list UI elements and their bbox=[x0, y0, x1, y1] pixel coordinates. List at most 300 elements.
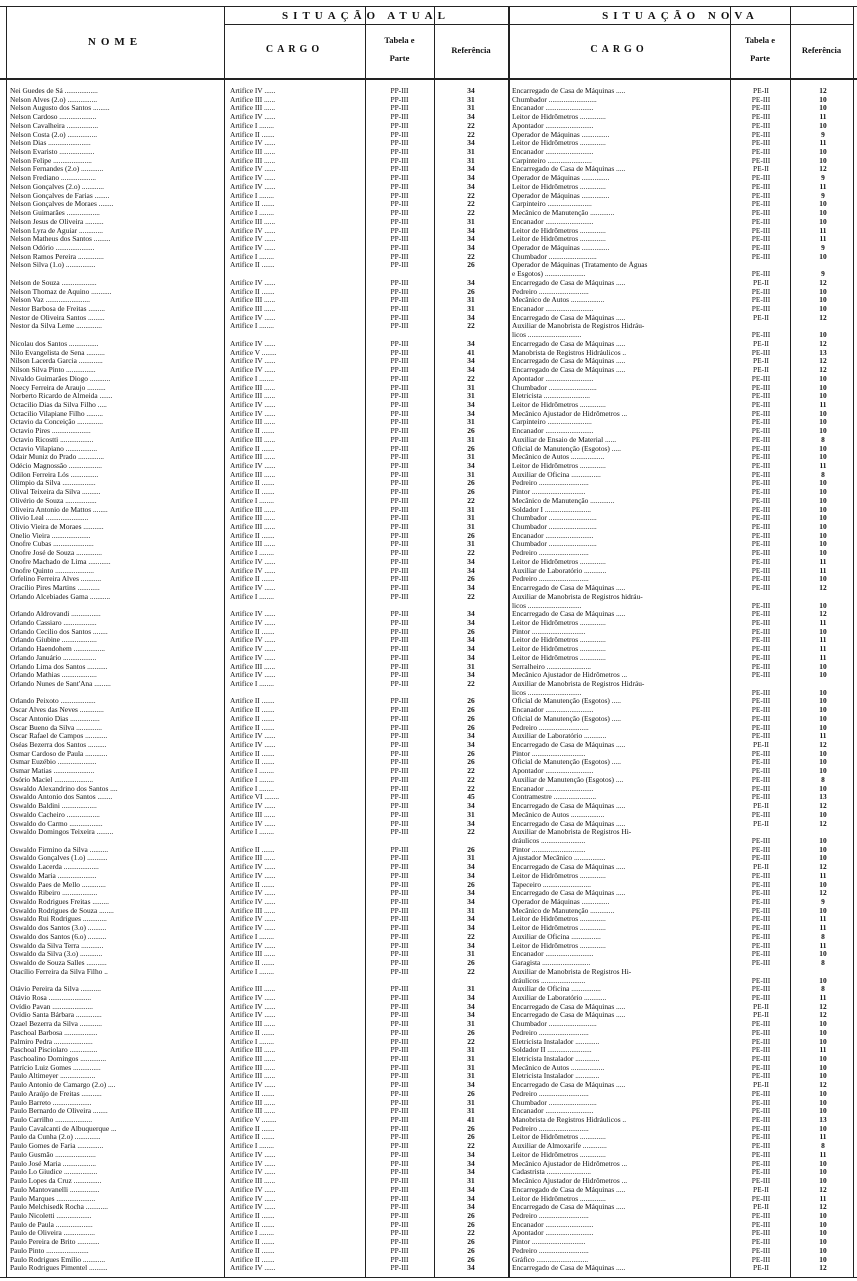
cell-cargo-novo: Pintor ............................. bbox=[512, 845, 586, 854]
cell-cargo-novo: Mecânico de Autos .................. bbox=[512, 453, 605, 462]
cell-nome: Oswaldo de Souza Salles ........... bbox=[10, 959, 107, 968]
cell-tabela-nova: PE-III bbox=[751, 1133, 771, 1142]
table-row bbox=[0, 820, 857, 828]
cell-cargo-atual: Artifice III ...... bbox=[230, 95, 276, 104]
cell-cargo-atual: Artifice I ........ bbox=[230, 549, 274, 558]
cell-cargo-atual: Artifice IV ...... bbox=[230, 819, 276, 828]
cell-tabela-nova: PE-III bbox=[751, 104, 771, 113]
cell-tabela-atual: PP-III bbox=[390, 802, 409, 811]
cell-cargo-atual: Artifice I ........ bbox=[230, 1229, 274, 1238]
cell-tabela-atual: PP-III bbox=[390, 932, 409, 941]
cell-referencia-nova: 11 bbox=[819, 732, 827, 741]
cell-tabela-atual: PP-III bbox=[390, 549, 409, 558]
cell-referencia-nova: 9 bbox=[821, 191, 825, 200]
cell-tabela-nova: PE-III bbox=[751, 435, 771, 444]
cell-referencia-nova: 10 bbox=[819, 479, 827, 488]
cell-nome: Oracílio Pires Martins ............ bbox=[10, 584, 100, 593]
cell-cargo-novo: Encarregado de Casa de Máquinas ..... bbox=[512, 278, 626, 287]
table-row bbox=[0, 488, 857, 496]
cell-referencia-atual: 26 bbox=[467, 479, 475, 488]
cell-cargo-atual: Artifice II ....... bbox=[230, 959, 275, 968]
cell-tabela-nova: PE-III bbox=[751, 1072, 771, 1081]
cell-referencia-atual: 22 bbox=[467, 374, 475, 383]
cell-tabela-nova: PE-III bbox=[751, 156, 771, 165]
cell-referencia-atual: 22 bbox=[467, 191, 475, 200]
cell-tabela-atual: PP-III bbox=[390, 732, 409, 741]
cell-tabela-atual: PP-III bbox=[390, 243, 409, 252]
cell-referencia-nova: 11 bbox=[819, 1150, 827, 1159]
cell-nome: Orlando Haendohem ................. bbox=[10, 645, 106, 654]
cell-tabela-atual: PP-III bbox=[390, 967, 409, 976]
cell-nome: Oswaldo do Carmo .................. bbox=[10, 819, 103, 828]
cell-referencia-atual: 34 bbox=[467, 802, 475, 811]
table-row bbox=[0, 340, 857, 348]
cell-nome: Octavio Pires ..................... bbox=[10, 427, 91, 436]
cell-tabela-nova: PE-III bbox=[751, 427, 771, 436]
cell-referencia-atual: 34 bbox=[467, 645, 475, 654]
cell-referencia-nova: 8 bbox=[821, 985, 825, 994]
cell-cargo-novo: Chumbador .......................... bbox=[512, 523, 597, 532]
cell-cargo-atual: Artifice III ...... bbox=[230, 435, 276, 444]
cell-cargo-novo: Encarregado de Casa de Máquinas ..... bbox=[512, 741, 626, 750]
cell-cargo-novo: Mecânico Ajustador de Hidrômetros ... bbox=[512, 671, 628, 680]
cell-tabela-atual: PP-III bbox=[390, 1177, 409, 1186]
cell-referencia-atual: 34 bbox=[467, 732, 475, 741]
cell-cargo-atual: Artifice IV ...... bbox=[230, 182, 276, 191]
cell-tabela-atual: PP-III bbox=[390, 366, 409, 375]
cell-referencia-atual: 31 bbox=[467, 854, 475, 863]
cell-nome: Oswaldo Baldini ................... bbox=[10, 802, 97, 811]
cell-referencia-atual: 34 bbox=[467, 174, 475, 183]
cell-cargo-atual: Artifice III ...... bbox=[230, 1020, 276, 1029]
cell-cargo-novo: Encanador .......................... bbox=[512, 706, 594, 715]
cell-tabela-nova: PE-III bbox=[751, 461, 771, 470]
cell-tabela-atual: PP-III bbox=[390, 226, 409, 235]
cell-referencia-nova: 10 bbox=[819, 767, 827, 776]
cell-cargo-novo: Auxiliar de Oficina ................ bbox=[512, 985, 601, 994]
cell-tabela-atual: PP-III bbox=[390, 496, 409, 505]
table-row bbox=[0, 1168, 857, 1176]
cell-nome: Paschoal Pisciolaro ............... bbox=[10, 1046, 98, 1055]
cell-tabela-nova: PE-III bbox=[751, 470, 771, 479]
cell-referencia-atual: 31 bbox=[467, 985, 475, 994]
cell-cargo-atual: Artifice II ....... bbox=[230, 200, 275, 209]
header-referencia-nova: Referência bbox=[801, 45, 842, 55]
cell-nome: Patrício Luiz Gomes ............... bbox=[10, 1063, 101, 1072]
cell-cargo-novo: Cadastrista ........................ bbox=[512, 1168, 592, 1177]
cell-cargo-atual: Artifice IV ...... bbox=[230, 1185, 276, 1194]
cell-tabela-atual: PP-III bbox=[390, 636, 409, 645]
cell-tabela-atual: PP-III bbox=[390, 697, 409, 706]
cell-cargo-atual: Artifice IV ...... bbox=[230, 889, 276, 898]
cell-tabela-atual: PP-III bbox=[390, 1168, 409, 1177]
cell-cargo-atual: Artifice IV ...... bbox=[230, 366, 276, 375]
cell-referencia-nova: 10 bbox=[819, 444, 827, 453]
cell-nome: Odilon Ferreira Lós ............... bbox=[10, 470, 99, 479]
cell-referencia-nova: 10 bbox=[819, 200, 827, 209]
table-row bbox=[0, 288, 857, 296]
cell-nome: Oswaldo Gonçalves (1.o) ........... bbox=[10, 854, 108, 863]
cell-referencia-nova: 11 bbox=[819, 226, 827, 235]
cell-cargo-atual: Artifice III ...... bbox=[230, 392, 276, 401]
table-row bbox=[0, 915, 857, 923]
cell-tabela-nova: PE-III bbox=[751, 575, 771, 584]
cell-tabela-nova: PE-III bbox=[751, 1168, 771, 1177]
cell-tabela-nova: PE-III bbox=[751, 252, 771, 261]
cell-tabela-nova: PE-III bbox=[751, 409, 771, 418]
table-row bbox=[0, 1151, 857, 1159]
cell-tabela-nova: PE-III bbox=[751, 810, 771, 819]
cell-referencia-atual: 31 bbox=[467, 505, 475, 514]
cell-cargo-novo: Leitor de Hidrômetros .............. bbox=[512, 1150, 606, 1159]
cell-tabela-nova: PE-II bbox=[752, 1203, 769, 1212]
cell-tabela-atual: PP-III bbox=[390, 1089, 409, 1098]
cell-cargo-atual: Artifice III ...... bbox=[230, 906, 276, 915]
cell-cargo-atual: Artifice IV ...... bbox=[230, 1081, 276, 1090]
cell-nome: Oliveira Antonio de Mattos ........ bbox=[10, 505, 108, 514]
cell-tabela-nova: PE-III bbox=[751, 941, 771, 950]
cell-referencia-atual: 22 bbox=[467, 209, 475, 218]
table-row bbox=[0, 924, 857, 932]
table-row bbox=[0, 959, 857, 967]
cell-cargo-atual: Artifice I ........ bbox=[230, 191, 274, 200]
cell-referencia-atual: 26 bbox=[467, 444, 475, 453]
cell-cargo-novo: Pintor ............................. bbox=[512, 749, 586, 758]
cell-tabela-nova: PE-III bbox=[751, 531, 771, 540]
cell-cargo-atual: Artifice II ....... bbox=[230, 880, 275, 889]
cell-referencia-nova: 10 bbox=[819, 627, 827, 636]
cell-nome: Ovídio Pavan ...................... bbox=[10, 1002, 93, 1011]
cell-cargo-atual: Artifice I ........ bbox=[230, 374, 274, 383]
cell-nome: Paulo Lo Giudice .................. bbox=[10, 1168, 98, 1177]
cell-nome: Nilo Evangelista de Sena .......... bbox=[10, 348, 105, 357]
cell-cargo-atual: Artifice III ...... bbox=[230, 1177, 276, 1186]
cell-cargo-novo: Encarregado de Casa de Máquinas ..... bbox=[512, 1185, 626, 1194]
cell-referencia-nova: 10 bbox=[819, 1089, 827, 1098]
cell-cargo-atual: Artifice II ....... bbox=[230, 845, 275, 854]
cell-tabela-nova: PE-III bbox=[751, 1150, 771, 1159]
cell-referencia-atual: 34 bbox=[467, 1081, 475, 1090]
cell-referencia-atual: 26 bbox=[467, 488, 475, 497]
cell-cargo-atual: Artifice III ...... bbox=[230, 1063, 276, 1072]
cell-cargo-atual: Artifice II ....... bbox=[230, 1238, 275, 1247]
cell-referencia-atual: 31 bbox=[467, 1054, 475, 1063]
cell-tabela-atual: PP-III bbox=[390, 1124, 409, 1133]
cell-referencia-nova: 11 bbox=[819, 636, 827, 645]
cell-nome: Olivio Leal ....................... bbox=[10, 514, 89, 523]
cell-referencia-atual: 26 bbox=[467, 531, 475, 540]
table-row bbox=[0, 1072, 857, 1080]
cell-tabela-nova: PE-III bbox=[751, 1107, 771, 1116]
cell-tabela-nova: PE-III bbox=[751, 1054, 771, 1063]
cell-cargo-atual: Artifice IV ...... bbox=[230, 357, 276, 366]
table-row bbox=[0, 776, 857, 784]
cell-tabela-atual: PP-III bbox=[390, 845, 409, 854]
cell-tabela-atual: PP-III bbox=[390, 383, 409, 392]
cell-cargo-atual: Artifice IV ...... bbox=[230, 671, 276, 680]
cell-nome: Noecy Ferreira de Araujo .......... bbox=[10, 383, 106, 392]
cell-nome: Paulo Pereira de Brito ............ bbox=[10, 1238, 100, 1247]
cell-referencia-nova: 10 bbox=[819, 906, 827, 915]
cell-nome: Paulo Gusmão ...................... bbox=[10, 1150, 96, 1159]
cell-tabela-atual: PP-III bbox=[390, 871, 409, 880]
cell-cargo-atual: Artifice II ....... bbox=[230, 723, 275, 732]
cell-tabela-nova: PE-III bbox=[751, 706, 771, 715]
table-row bbox=[0, 331, 857, 339]
cell-tabela-atual: PP-III bbox=[390, 1011, 409, 1020]
cell-tabela-nova: PE-III bbox=[751, 636, 771, 645]
cell-cargo-novo: Encarregado de Casa de Máquinas ..... bbox=[512, 313, 626, 322]
cell-cargo-novo: Operador de Máquinas ............... bbox=[512, 191, 610, 200]
cell-cargo-novo: Encarregado de Casa de Máquinas ..... bbox=[512, 1002, 626, 1011]
cell-nome: Octavio da Conceição .............. bbox=[10, 418, 103, 427]
cell-referencia-nova: 12 bbox=[819, 889, 827, 898]
cell-tabela-nova: PE-III bbox=[751, 444, 771, 453]
cell-tabela-nova: PE-II bbox=[752, 313, 769, 322]
cell-tabela-atual: PP-III bbox=[390, 1220, 409, 1229]
cell-tabela-nova: PE-III bbox=[751, 889, 771, 898]
cell-cargo-novo: Tapeceiro .......................... bbox=[512, 880, 591, 889]
table-row bbox=[0, 724, 857, 732]
cell-referencia-nova: 10 bbox=[819, 758, 827, 767]
cell-referencia-nova: 12 bbox=[819, 802, 827, 811]
table-row bbox=[0, 654, 857, 662]
cell-cargo-atual: Artifice V ........ bbox=[230, 1116, 277, 1125]
cell-tabela-atual: PP-III bbox=[390, 767, 409, 776]
cell-tabela-nova: PE-III bbox=[751, 1098, 771, 1107]
cell-tabela-nova: PE-III bbox=[751, 1028, 771, 1037]
cell-nome: Nelson Vaz ........................ bbox=[10, 296, 90, 305]
cell-referencia-atual: 26 bbox=[467, 287, 475, 296]
cell-cargo-atual: Artifice II ....... bbox=[230, 261, 275, 270]
cell-cargo-novo: Leitor de Hidrômetros .............. bbox=[512, 235, 606, 244]
cell-tabela-atual: PP-III bbox=[390, 148, 409, 157]
cell-referencia-atual: 22 bbox=[467, 200, 475, 209]
cell-referencia-nova: 10 bbox=[819, 749, 827, 758]
cell-referencia-atual: 26 bbox=[467, 1255, 475, 1264]
cell-referencia-atual: 41 bbox=[467, 348, 475, 357]
cell-nome: Orlando Nunes de Sant'Ana ......... bbox=[10, 680, 111, 688]
cell-tabela-nova: PE-III bbox=[751, 296, 771, 305]
cell-cargo-novo: Pedreiro ........................... bbox=[512, 1124, 589, 1133]
cell-cargo-novo: Manobrista de Registros Hidráulicos .. bbox=[512, 1116, 627, 1125]
cell-cargo-novo: Leitor de Hidrômetros .............. bbox=[512, 400, 606, 409]
cell-cargo-atual: Artifice IV ...... bbox=[230, 165, 276, 174]
cell-referencia-atual: 22 bbox=[467, 828, 475, 837]
cell-nome: Paschoal Barbosa .................. bbox=[10, 1028, 98, 1037]
cell-tabela-atual: PP-III bbox=[390, 505, 409, 514]
cell-cargo-novo: Mecânico Ajustador de Hidrômetros ... bbox=[512, 1159, 628, 1168]
cell-referencia-nova: 12 bbox=[819, 741, 827, 750]
cell-referencia-nova: 10 bbox=[819, 1072, 827, 1081]
cell-referencia-atual: 34 bbox=[467, 636, 475, 645]
cell-cargo-atual: Artifice IV ...... bbox=[230, 113, 276, 122]
cell-tabela-atual: PP-III bbox=[390, 252, 409, 261]
cell-nome: Octavio Ricostti .................. bbox=[10, 435, 94, 444]
cell-cargo-atual: Artifice IV ...... bbox=[230, 584, 276, 593]
cell-cargo-novo: Leitor de Hidrômetros .............. bbox=[512, 653, 606, 662]
cell-nome: Nivaldo Guimarães Diogo ........... bbox=[10, 374, 111, 383]
cell-tabela-atual: PP-III bbox=[390, 575, 409, 584]
cell-cargo-novo: Chumbador .......................... bbox=[512, 1098, 597, 1107]
cell-cargo-atual: Artifice IV ...... bbox=[230, 557, 276, 566]
cell-referencia-atual: 22 bbox=[467, 121, 475, 130]
cell-nome: Orlando Cassiaro .................. bbox=[10, 618, 97, 627]
cell-referencia-atual: 31 bbox=[467, 1177, 475, 1186]
cell-cargo-atual: Artifice III ...... bbox=[230, 104, 276, 113]
cell-referencia-nova: 9 bbox=[821, 174, 825, 183]
cell-cargo-novo: Chumbador .......................... bbox=[512, 383, 597, 392]
cell-cargo-novo: Auxiliar de Manobrista de Registros Hidráu- bbox=[512, 322, 645, 331]
cell-cargo-novo: Chumbador .......................... bbox=[512, 1020, 597, 1029]
cell-referencia-atual: 34 bbox=[467, 1185, 475, 1194]
cell-referencia-atual: 26 bbox=[467, 697, 475, 706]
cell-tabela-nova: PE-III bbox=[751, 1063, 771, 1072]
cell-tabela-atual: PP-III bbox=[390, 209, 409, 218]
cell-referencia-atual: 31 bbox=[467, 950, 475, 959]
cell-tabela-nova: PE-III bbox=[751, 95, 771, 104]
table-row bbox=[0, 1081, 857, 1089]
cell-referencia-nova: 10 bbox=[819, 1063, 827, 1072]
table-row bbox=[0, 741, 857, 749]
cell-tabela-nova: PE-III bbox=[751, 1046, 771, 1055]
cell-referencia-nova: 10 bbox=[819, 880, 827, 889]
cell-cargo-atual: Artifice II ....... bbox=[230, 1133, 275, 1142]
table-row bbox=[0, 863, 857, 871]
table-row bbox=[0, 471, 857, 479]
table-row bbox=[0, 104, 857, 112]
cell-cargo-novo: licos ............................. bbox=[512, 688, 582, 697]
cell-referencia-nova: 11 bbox=[819, 618, 827, 627]
cell-nome: Osmar Cardoso de Paula ............ bbox=[10, 749, 108, 758]
cell-nome: Nestor Barbosa de Freitas ......... bbox=[10, 305, 106, 313]
cell-cargo-novo: Leitor de Hidrômetros .............. bbox=[512, 139, 606, 148]
cell-tabela-atual: PP-III bbox=[390, 906, 409, 915]
cell-nome: Nelson Thomaz de Aquino ........... bbox=[10, 287, 112, 296]
cell-tabela-nova: PE-III bbox=[751, 488, 771, 497]
cell-referencia-nova: 11 bbox=[819, 924, 827, 933]
cell-referencia-nova: 12 bbox=[819, 1185, 827, 1194]
cell-referencia-nova: 10 bbox=[819, 810, 827, 819]
cell-tabela-atual: PP-III bbox=[390, 87, 409, 95]
cell-tabela-nova: PE-III bbox=[751, 688, 771, 697]
cell-referencia-nova: 10 bbox=[819, 1037, 827, 1046]
cell-cargo-novo: Encarregado de Casa de Máquinas ..... bbox=[512, 819, 626, 828]
cell-referencia-atual: 34 bbox=[467, 1203, 475, 1212]
cell-cargo-novo: Encarregado de Casa de Máquinas ..... bbox=[512, 366, 626, 375]
cell-cargo-atual: Artifice I ........ bbox=[230, 775, 274, 784]
cell-referencia-atual: 31 bbox=[467, 383, 475, 392]
table-row bbox=[0, 584, 857, 592]
cell-cargo-atual: Artifice IV ...... bbox=[230, 1203, 276, 1212]
cell-nome: Paulo Melchisedk Rocha ............ bbox=[10, 1203, 108, 1212]
cell-nome: Paulo Rodrigues Emílio ............ bbox=[10, 1255, 106, 1264]
cell-cargo-novo: Pedreiro ........................... bbox=[512, 1028, 589, 1037]
cell-referencia-nova: 11 bbox=[819, 1133, 827, 1142]
cell-cargo-atual: Artifice VI ........ bbox=[230, 793, 280, 802]
cell-cargo-atual: Artifice III ...... bbox=[230, 418, 276, 427]
cell-referencia-atual: 31 bbox=[467, 156, 475, 165]
header-cargo-nova: CARGO bbox=[590, 44, 648, 55]
table-row bbox=[0, 532, 857, 540]
cell-tabela-atual: PP-III bbox=[390, 296, 409, 305]
table-row bbox=[0, 985, 857, 993]
table-row bbox=[0, 663, 857, 671]
cell-tabela-nova: PE-III bbox=[751, 610, 771, 619]
cell-tabela-nova: PE-III bbox=[751, 784, 771, 793]
cell-tabela-nova: PE-III bbox=[751, 348, 771, 357]
cell-referencia-atual: 34 bbox=[467, 1002, 475, 1011]
cell-referencia-atual: 22 bbox=[467, 496, 475, 505]
cell-cargo-atual: Artifice II ....... bbox=[230, 479, 275, 488]
cell-referencia-nova: 11 bbox=[819, 915, 827, 924]
cell-referencia-atual: 26 bbox=[467, 1220, 475, 1229]
cell-referencia-atual: 34 bbox=[467, 1194, 475, 1203]
cell-referencia-nova: 10 bbox=[819, 1098, 827, 1107]
cell-cargo-atual: Artifice II ....... bbox=[230, 488, 275, 497]
cell-cargo-novo: Encarregado de Casa de Máquinas ..... bbox=[512, 339, 626, 348]
cell-cargo-novo: Chumbador .......................... bbox=[512, 95, 597, 104]
cell-cargo-novo: Auxiliar de Manobrista de Registros Hi- bbox=[512, 967, 632, 976]
cell-referencia-nova: 13 bbox=[819, 793, 827, 802]
cell-cargo-novo: Encarregado de Casa de Máquinas ..... bbox=[512, 863, 626, 872]
cell-cargo-atual: Artifice IV ...... bbox=[230, 243, 276, 252]
cell-nome: Paulo Mantovanelli ................ bbox=[10, 1185, 100, 1194]
table-row bbox=[0, 122, 857, 130]
cell-cargo-novo: Pedreiro ........................... bbox=[512, 723, 589, 732]
cell-cargo-atual: Artifice II ....... bbox=[230, 627, 275, 636]
cell-tabela-atual: PP-III bbox=[390, 121, 409, 130]
cell-cargo-novo: Oficial de Manutenção (Esgotos) ..... bbox=[512, 758, 621, 767]
cell-referencia-atual: 34 bbox=[467, 557, 475, 566]
cell-tabela-nova: PE-III bbox=[751, 618, 771, 627]
table-row bbox=[0, 1247, 857, 1255]
cell-cargo-novo: Encarregado de Casa de Máquinas ..... bbox=[512, 165, 626, 174]
table-row bbox=[0, 828, 857, 836]
cell-cargo-novo: Mecânico Ajustador de Hidrômetros ... bbox=[512, 409, 628, 418]
cell-tabela-nova: PE-III bbox=[751, 1020, 771, 1029]
cell-cargo-novo: Encanador .......................... bbox=[512, 1220, 594, 1229]
cell-nome: Palmiro Pedra ..................... bbox=[10, 1037, 93, 1046]
cell-referencia-atual: 26 bbox=[467, 880, 475, 889]
table-row bbox=[0, 200, 857, 208]
cell-nome: Otávio Rosa ....................... bbox=[10, 993, 92, 1002]
cell-tabela-atual: PP-III bbox=[390, 1211, 409, 1220]
table-row bbox=[0, 244, 857, 252]
cell-nome: Paschoalino Domingos .............. bbox=[10, 1054, 107, 1063]
cell-tabela-atual: PP-III bbox=[390, 139, 409, 148]
table-row bbox=[0, 462, 857, 470]
cell-cargo-novo: Serralheiro ........................ bbox=[512, 662, 592, 671]
cell-tabela-atual: PP-III bbox=[390, 1081, 409, 1090]
cell-referencia-atual: 34 bbox=[467, 653, 475, 662]
cell-cargo-atual: Artifice III ...... bbox=[230, 296, 276, 305]
cell-tabela-atual: PP-III bbox=[390, 915, 409, 924]
cell-referencia-atual: 34 bbox=[467, 863, 475, 872]
cell-tabela-atual: PP-III bbox=[390, 1246, 409, 1255]
table-row bbox=[0, 567, 857, 575]
cell-referencia-atual: 34 bbox=[467, 1159, 475, 1168]
cell-nome: Orlando Januário .................. bbox=[10, 653, 97, 662]
table-row bbox=[0, 1256, 857, 1264]
table-row bbox=[0, 732, 857, 740]
cell-cargo-novo: Eletricista Instalador ............. bbox=[512, 1054, 600, 1063]
cell-nome: Nelson Felipe ..................... bbox=[10, 156, 92, 165]
table-row bbox=[0, 846, 857, 854]
cell-tabela-atual: PP-III bbox=[390, 618, 409, 627]
cell-cargo-atual: Artifice IV ...... bbox=[230, 645, 276, 654]
cell-cargo-atual: Artifice III ...... bbox=[230, 505, 276, 514]
